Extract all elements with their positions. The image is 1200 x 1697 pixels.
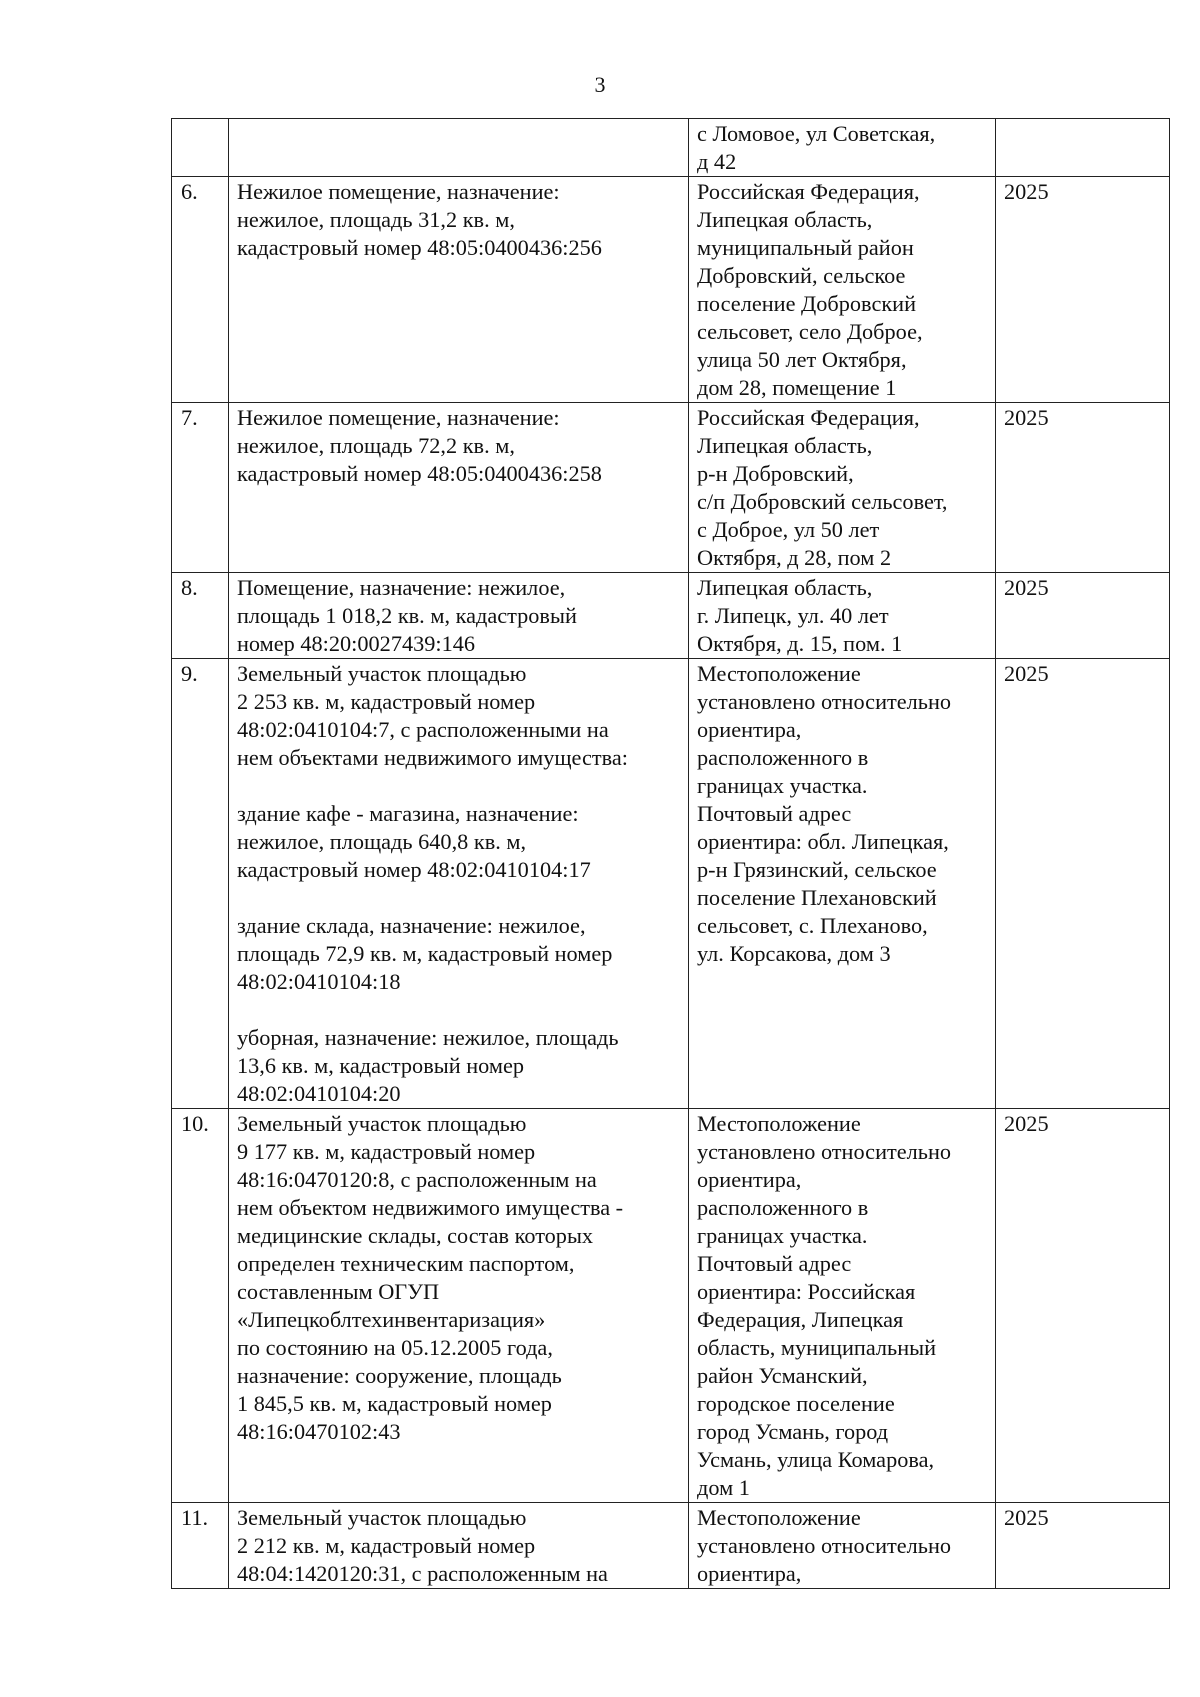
text-line: с Ломовое, ул Советская, [697,121,936,146]
text-line: кадастровый номер 48:05:0400436:256 [237,235,602,260]
year-cell: 2025 [996,573,1170,659]
object-description-cell [229,403,689,573]
year-cell: 2025 [996,177,1170,403]
text-line: нежилое, площадь 31,2 кв. м, [237,207,515,232]
year-cell: 2025 [996,659,1170,1109]
table-row [172,119,1170,177]
text-line: район Усманский, [697,1363,868,1388]
text-line [237,772,680,800]
text-line [237,996,680,1024]
text-line: с Доброе, ул 50 лет [697,517,880,542]
text-line: составленным ОГУП [237,1279,440,1304]
text-line: по состоянию на 05.12.2005 года, [237,1335,553,1360]
text-line: дом 28, помещение 1 [697,375,897,400]
table-row [172,403,1170,573]
text-line: муниципальный район [697,235,914,260]
text-line: площадь 1 018,2 кв. м, кадастровый [237,603,577,628]
text-line: нем объектами недвижимого имущества: [237,745,628,770]
text-line: Земельный участок площадью [237,1505,527,1530]
text-line: 48:02:0410104:18 [237,969,401,994]
text-line: кадастровый номер 48:05:0400436:258 [237,461,602,486]
text-line: Местоположение [697,1505,861,1530]
text-line: ориентира: обл. Липецкая, [697,829,949,854]
text-line: сельсовет, село Доброе, [697,319,923,344]
address-cell [689,119,996,177]
text-line: расположенного в [697,745,869,770]
text-line: ориентира, [697,717,802,742]
text-line: нежилое, площадь 640,8 кв. м, [237,829,527,854]
text-line: Октября, д 28, пом 2 [697,545,892,570]
text-line: Российская Федерация, [697,179,920,204]
year-cell: 2025 [996,1109,1170,1503]
text-line: ориентира, [697,1561,802,1586]
object-description-cell [229,659,689,1109]
row-number-cell [172,119,229,177]
text-line: Усмань, улица Комарова, [697,1447,935,1472]
address-cell [689,659,996,1109]
text-line [237,884,680,912]
address-cell [689,1503,996,1589]
text-line: Нежилое помещение, назначение: [237,179,560,204]
row-number-cell: 7. [172,403,229,573]
text-line: расположенного в [697,1195,869,1220]
year-cell [996,119,1170,177]
text-line: Липецкая область, [697,433,873,458]
text-line: Добровский, сельское [697,263,906,288]
table-row [172,659,1170,1109]
text-line: поселение Плехановский [697,885,937,910]
text-line: Земельный участок площадью [237,1111,527,1136]
address-cell [689,177,996,403]
text-line: Почтовый адрес [697,801,852,826]
address-cell [689,573,996,659]
address-cell [689,1109,996,1503]
text-line: улица 50 лет Октября, [697,347,907,372]
text-line: Местоположение [697,661,861,686]
text-line: р-н Добровский, [697,461,854,486]
text-line: установлено относительно [697,1139,952,1164]
property-table [171,118,1170,1589]
text-line: 48:16:0470102:43 [237,1419,401,1444]
text-line: уборная, назначение: нежилое, площадь [237,1025,619,1050]
text-line: 2 212 кв. м, кадастровый номер [237,1533,536,1558]
text-line: с/п Добровский сельсовет, [697,489,948,514]
object-description-cell [229,573,689,659]
text-line: здание кафе - магазина, назначение: [237,801,579,826]
row-number-cell: 11. [172,1503,229,1589]
text-line: дом 1 [697,1475,750,1500]
row-number-cell: 6. [172,177,229,403]
text-line: установлено относительно [697,1533,952,1558]
year-cell: 2025 [996,403,1170,573]
text-line: кадастровый номер 48:02:0410104:17 [237,857,591,882]
page-number: 3 [594,72,606,97]
text-line: Федерация, Липецкая [697,1307,904,1332]
row-number-cell: 10. [172,1109,229,1503]
table-row [172,1503,1170,1589]
text-line: ул. Корсакова, дом 3 [697,941,891,966]
text-line: 48:04:1420120:31, с расположенным на [237,1561,608,1586]
text-line: ориентира, [697,1167,802,1192]
row-number-cell: 8. [172,573,229,659]
text-line: 13,6 кв. м, кадастровый номер [237,1053,525,1078]
text-line: д 42 [697,149,737,174]
object-description-cell [229,1109,689,1503]
text-line: область, муниципальный [697,1335,937,1360]
row-number-cell: 9. [172,659,229,1109]
text-line: границах участка. [697,1223,868,1248]
object-description-cell [229,1503,689,1589]
text-line: 48:16:0470120:8, с расположенным на [237,1167,597,1192]
text-line: Октября, д. 15, пом. 1 [697,631,903,656]
text-line: 48:02:0410104:20 [237,1081,401,1106]
text-line: Липецкая область, [697,207,873,232]
text-line: нем объектом недвижимого имущества - [237,1195,624,1220]
text-line: сельсовет, с. Плеханово, [697,913,928,938]
text-line: Российская Федерация, [697,405,920,430]
text-line: 48:02:0410104:7, с расположенными на [237,717,609,742]
text-line: номер 48:20:0027439:146 [237,631,476,656]
text-line: установлено относительно [697,689,952,714]
year-cell: 2025 [996,1503,1170,1589]
text-line: город Усмань, город [697,1419,889,1444]
text-line: поселение Добровский [697,291,917,316]
text-line: нежилое, площадь 72,2 кв. м, [237,433,515,458]
text-line: Местоположение [697,1111,861,1136]
text-line: медицинские склады, состав которых [237,1223,594,1248]
text-line: г. Липецк, ул. 40 лет [697,603,889,628]
address-cell [689,403,996,573]
text-line: 1 845,5 кв. м, кадастровый номер [237,1391,552,1416]
text-line: р-н Грязинский, сельское [697,857,937,882]
text-line: границах участка. [697,773,868,798]
text-line: «Липецкоблтехинвентаризация» [237,1307,546,1332]
text-line: 2 253 кв. м, кадастровый номер [237,689,536,714]
object-description-cell [229,177,689,403]
text-line: Земельный участок площадью [237,661,527,686]
text-line: здание склада, назначение: нежилое, [237,913,586,938]
text-line: Помещение, назначение: нежилое, [237,575,566,600]
text-line: 9 177 кв. м, кадастровый номер [237,1139,536,1164]
text-line: назначение: сооружение, площадь [237,1363,562,1388]
object-description-cell [229,119,689,177]
text-line: определен техническим паспортом, [237,1251,575,1276]
text-line: городское поселение [697,1391,895,1416]
text-line: Липецкая область, [697,575,873,600]
table-row [172,1109,1170,1503]
text-line: Почтовый адрес [697,1251,852,1276]
text-line: Нежилое помещение, назначение: [237,405,560,430]
text-line: площадь 72,9 кв. м, кадастровый номер [237,941,613,966]
table-row [172,177,1170,403]
text-line: ориентира: Российская [697,1279,916,1304]
table-row [172,573,1170,659]
